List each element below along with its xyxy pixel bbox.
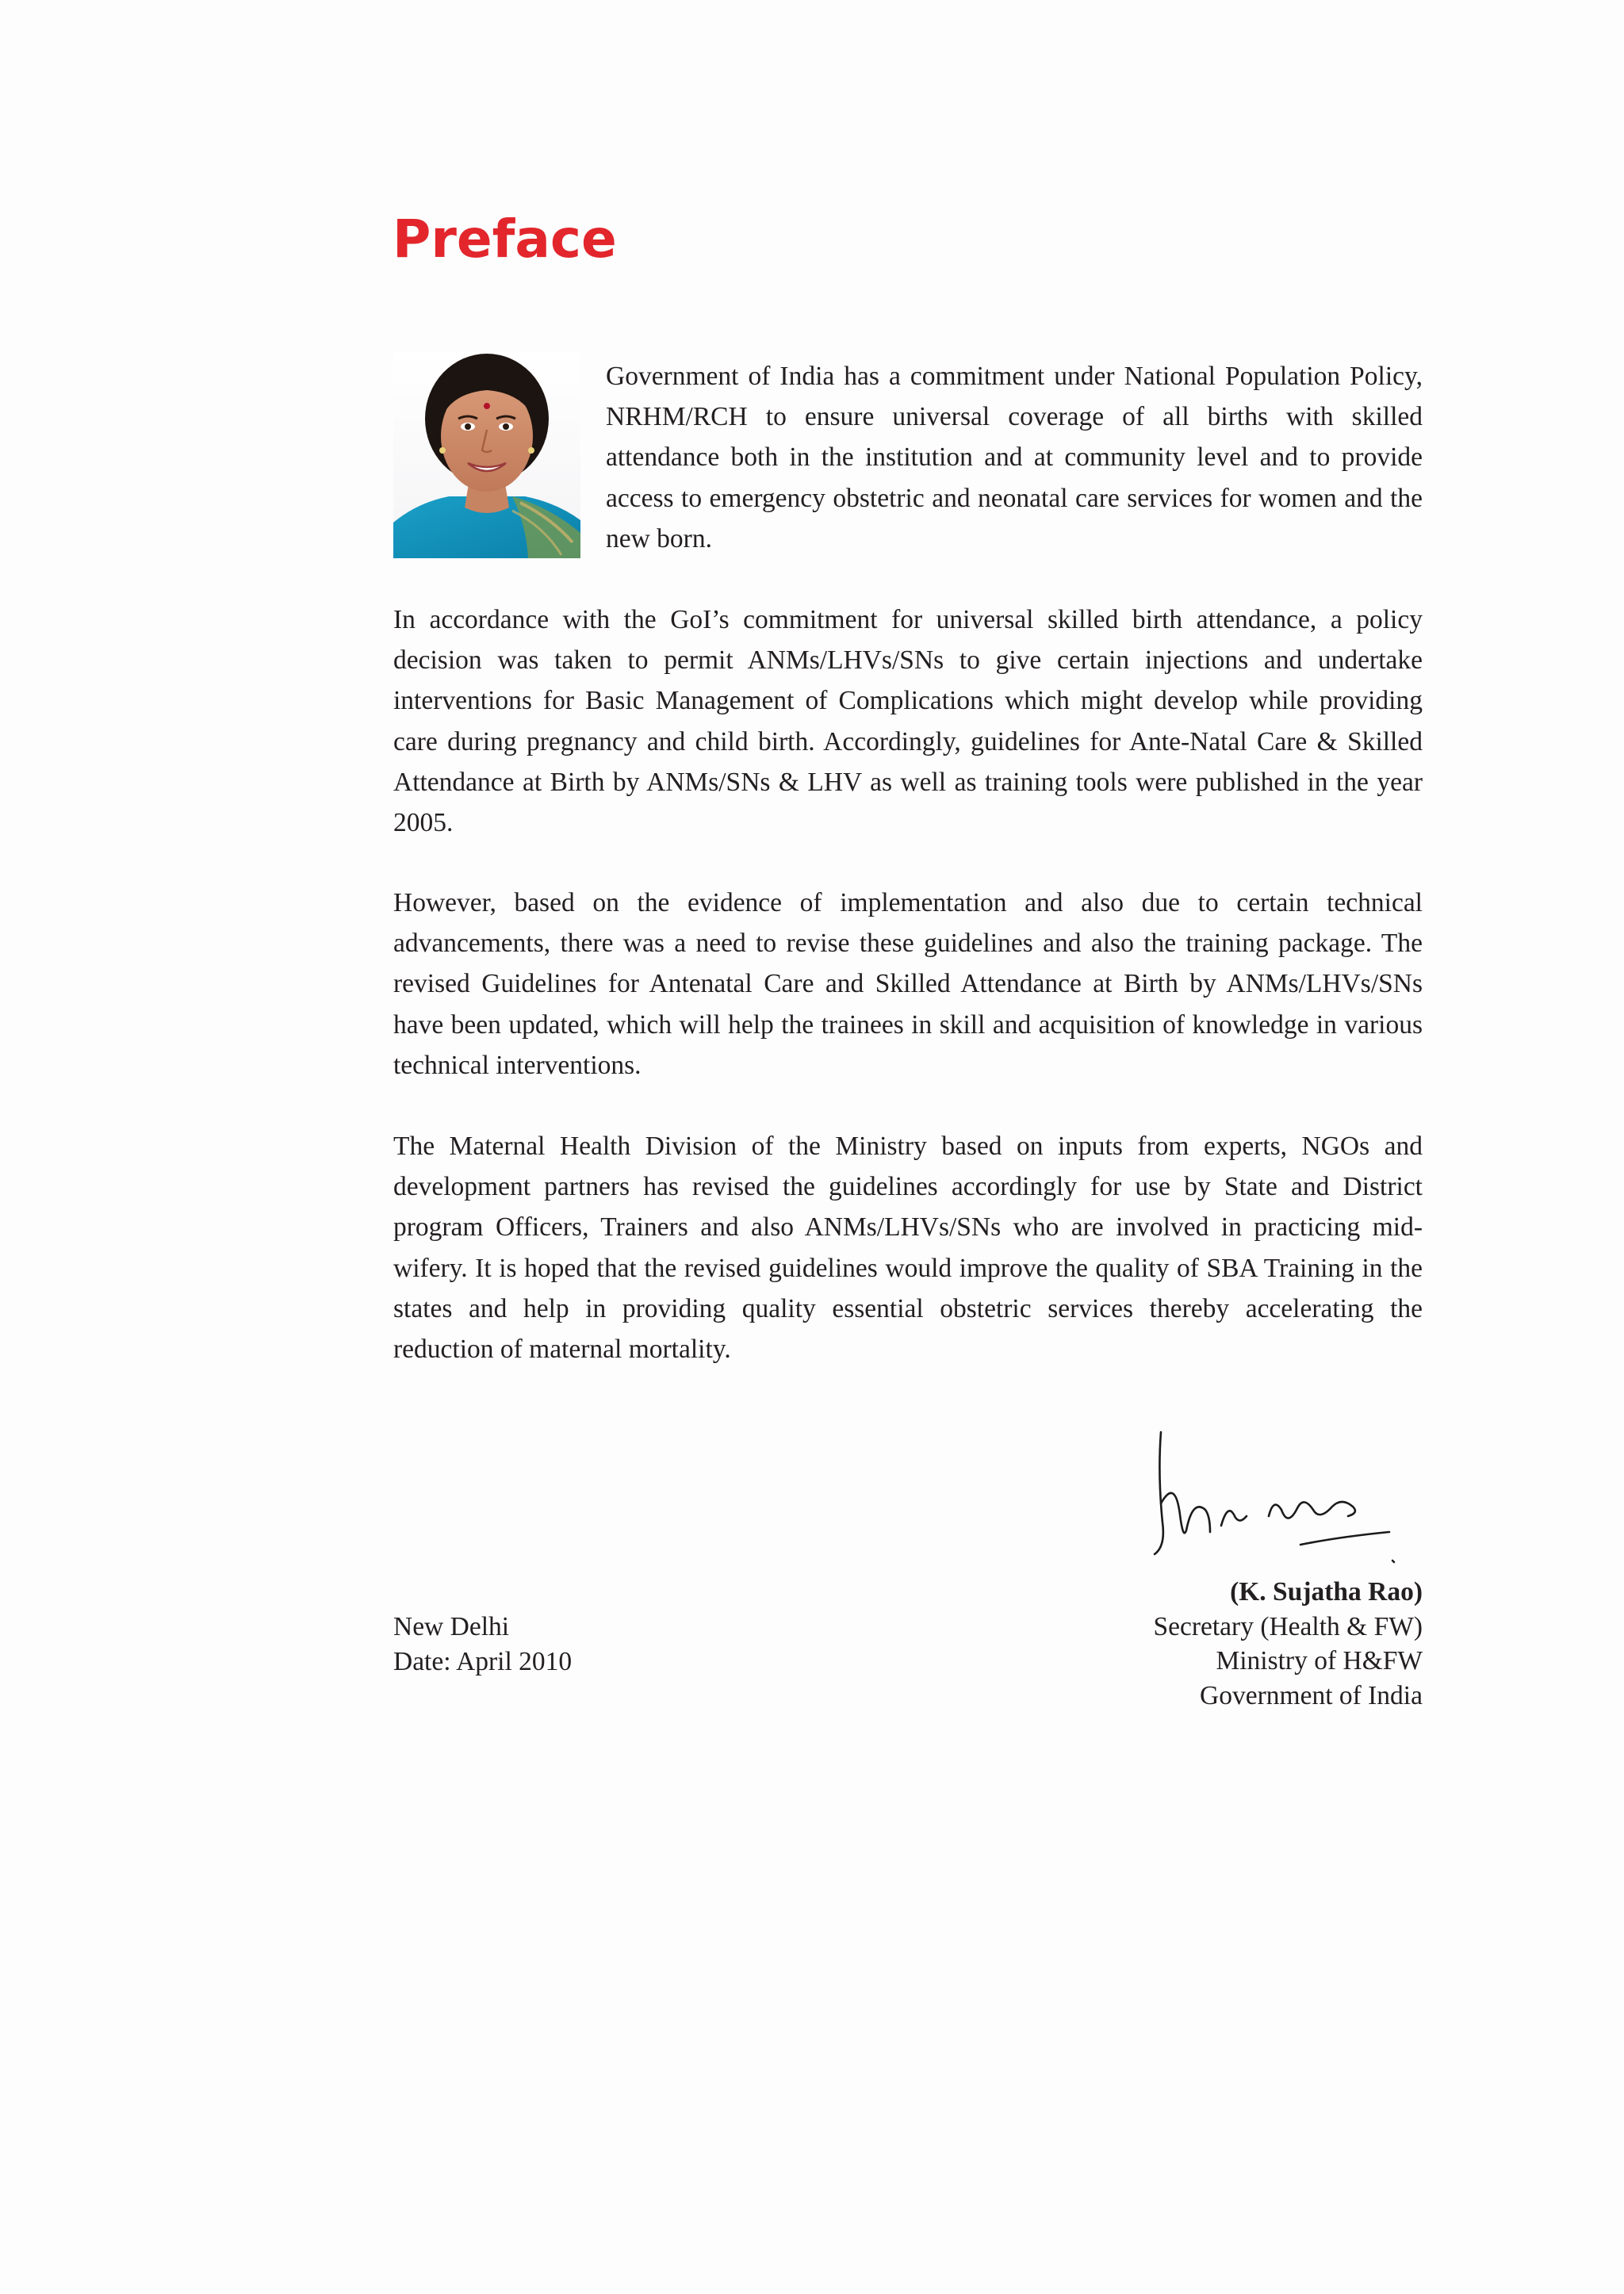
paragraph-maternal-health-division: The Maternal Health Division of the Ministry based on inputs from experts, NGOs and development partners has revised the guidelines accordingly for use by State and District program Officers, Trainers and also ANMs/LHVs/SNs who are involved in practicing mid-wifery. It is hoped that the revised guidelines would improve the quality of SBA Training in the states and help in providing quality essential obstetric services thereby accelerating the reduction of maternal mortality. bbox=[393, 1132, 1423, 1365]
handwritten-signature bbox=[1134, 1427, 1419, 1570]
paragraph-intro: Government of India has a commitment under National Population Policy, NRHM/RCH to ensure universal coverage of all births with skilled attendance both in the institution and at community level and to provide access to emergency obstetric and neonatal care services for women and the new born. bbox=[606, 362, 1423, 553]
page-title: Preface bbox=[393, 209, 617, 270]
paragraph-revision: However, based on the evidence of implementation and also due to certain technical advancements, there was a need to revise these guidelines and also the training package. The revised Guidelines for Antenatal Care and Skilled Attendance at Birth by ANMs/LHVs/SNs have been updated, which will help the trainees in skill and acquisition of knowledge in various technical interventions. bbox=[393, 888, 1423, 1080]
portrait-photo bbox=[393, 352, 580, 558]
signatory-name: (K. Sujatha Rao) bbox=[1230, 1577, 1423, 1607]
signatory-designation: Secretary (Health & FW) bbox=[1153, 1611, 1423, 1641]
signatory-government: Government of India bbox=[1200, 1680, 1423, 1710]
date-label: Date: April 2010 bbox=[393, 1646, 573, 1676]
paragraph-policy-decision: In accordance with the GoI’s commitment for universal skilled birth attendance, a policy decision was taken to permit ANMs/LHVs/SNs to give certain injections and undertake interventions for Basic Management of Complications which might develop while providing care during pregnancy and child birth. Accordingly, guidelines for Ante-Natal Care & Skilled Attendance at Birth by ANMs/SNs & LHV as well as training tools were published in the year 2005. bbox=[393, 605, 1423, 838]
place-label: New Delhi bbox=[393, 1612, 510, 1641]
signatory-ministry: Ministry of H&FW bbox=[1216, 1646, 1423, 1676]
signatory-block bbox=[1153, 1575, 1423, 1713]
place-date-block bbox=[393, 1610, 572, 1679]
